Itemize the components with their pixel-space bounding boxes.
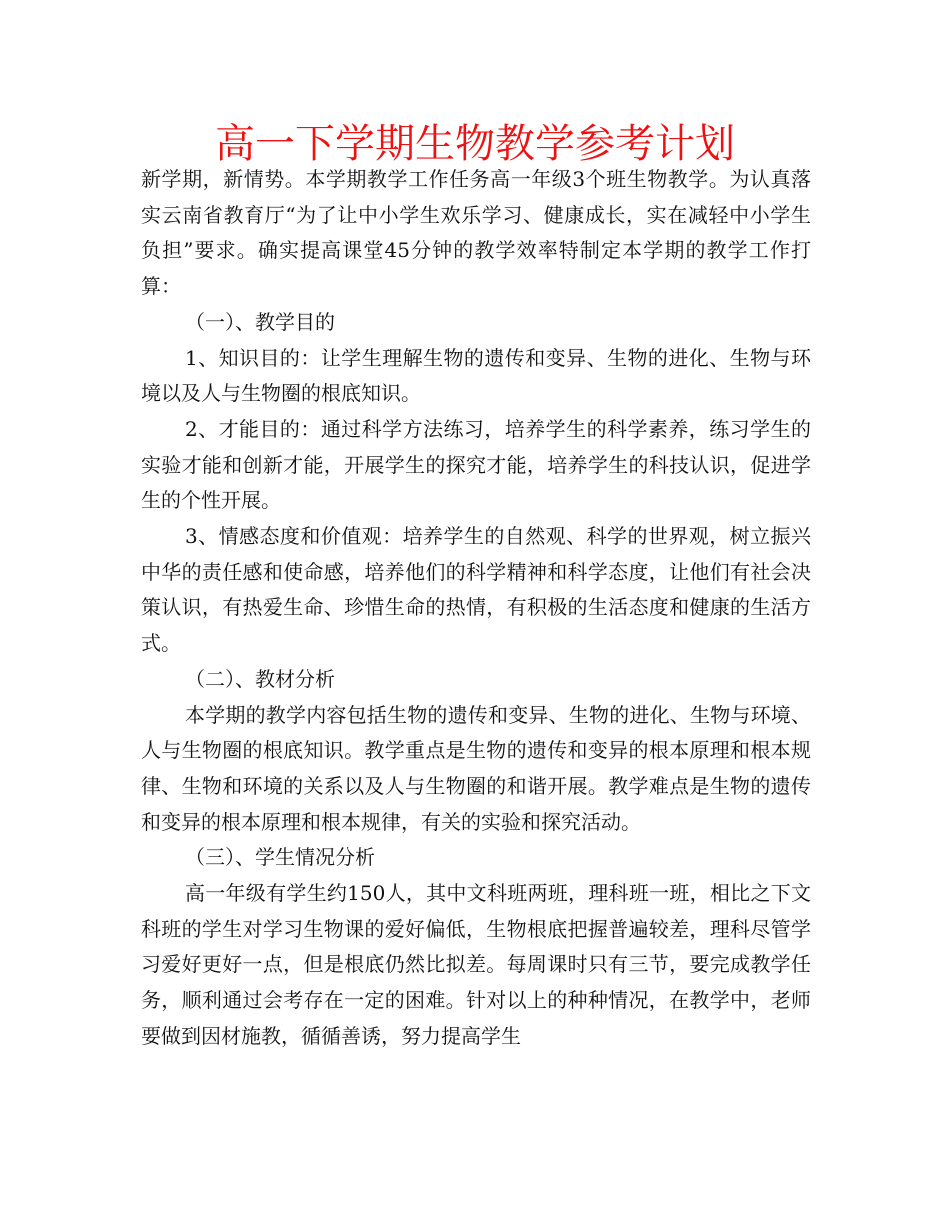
paragraph-intro: 新学期，新情势。本学期教学工作任务高一年级3个班生物教学。为认真落实云南省教育厅“为了让中小学生欢乐学习、健康成长，实在减轻中小学生负担”要求。确实提高课堂45分钟的教学效率特制定本学期的教学工作打算： bbox=[141, 167, 811, 299]
section-heading-textbook-analysis: （二）、教材分析 bbox=[185, 666, 335, 691]
paragraph-textbook-analysis: 本学期的教学内容包括生物的遗传和变异、生物的进化、生物与环境、人与生物圈的根底知识。教学重点是生物的遗传和变异的根本原理和根本规律、生物和环境的关系以及人与生物圈的和谐开展。教学难点是生物的遗传和变异的根本原理和根本规律，有关的实验和探究活动。 bbox=[141, 702, 811, 834]
section-heading-objectives: （一）、教学目的 bbox=[185, 309, 335, 334]
paragraph-knowledge-objective: 1、知识目的：让学生理解生物的遗传和变异、生物的进化、生物与环境以及人与生物圈的根底知识。 bbox=[141, 345, 811, 406]
paragraph-student-analysis: 高一年级有学生约150人，其中文科班两班，理科班一班，相比之下文科班的学生对学习生物课的爱好偏低，生物根底把握普遍较差，理科尽管学习爱好更好一点，但是根底仍然比拟差。每周课时只有三节，要完成教学任务，顺利通过会考存在一定的困难。针对以上的种种情况，在教学中，老师要做到因材施教，循循善诱，努力提高学生 bbox=[141, 881, 811, 1048]
document-body bbox=[141, 162, 811, 1055]
section-heading-student-analysis: （三）、学生情况分析 bbox=[185, 845, 375, 870]
paragraph-ability-objective: 2、才能目的：通过科学方法练习，培养学生的科学素养，练习学生的实验才能和创新才能，开展学生的探究才能，培养学生的科技认识，促进学生的个性开展。 bbox=[141, 416, 811, 513]
paragraph-values-objective: 3、情感态度和价值观：培养学生的自然观、科学的世界观，树立振兴中华的责任感和使命感，培养他们的科学精神和科学态度，让他们有社会决策认识，有热爱生命、珍惜生命的热情，有积极的生活态度和健康的生活方式。 bbox=[141, 524, 811, 656]
document-title: 高一下学期生物教学参考计划 bbox=[215, 121, 735, 167]
